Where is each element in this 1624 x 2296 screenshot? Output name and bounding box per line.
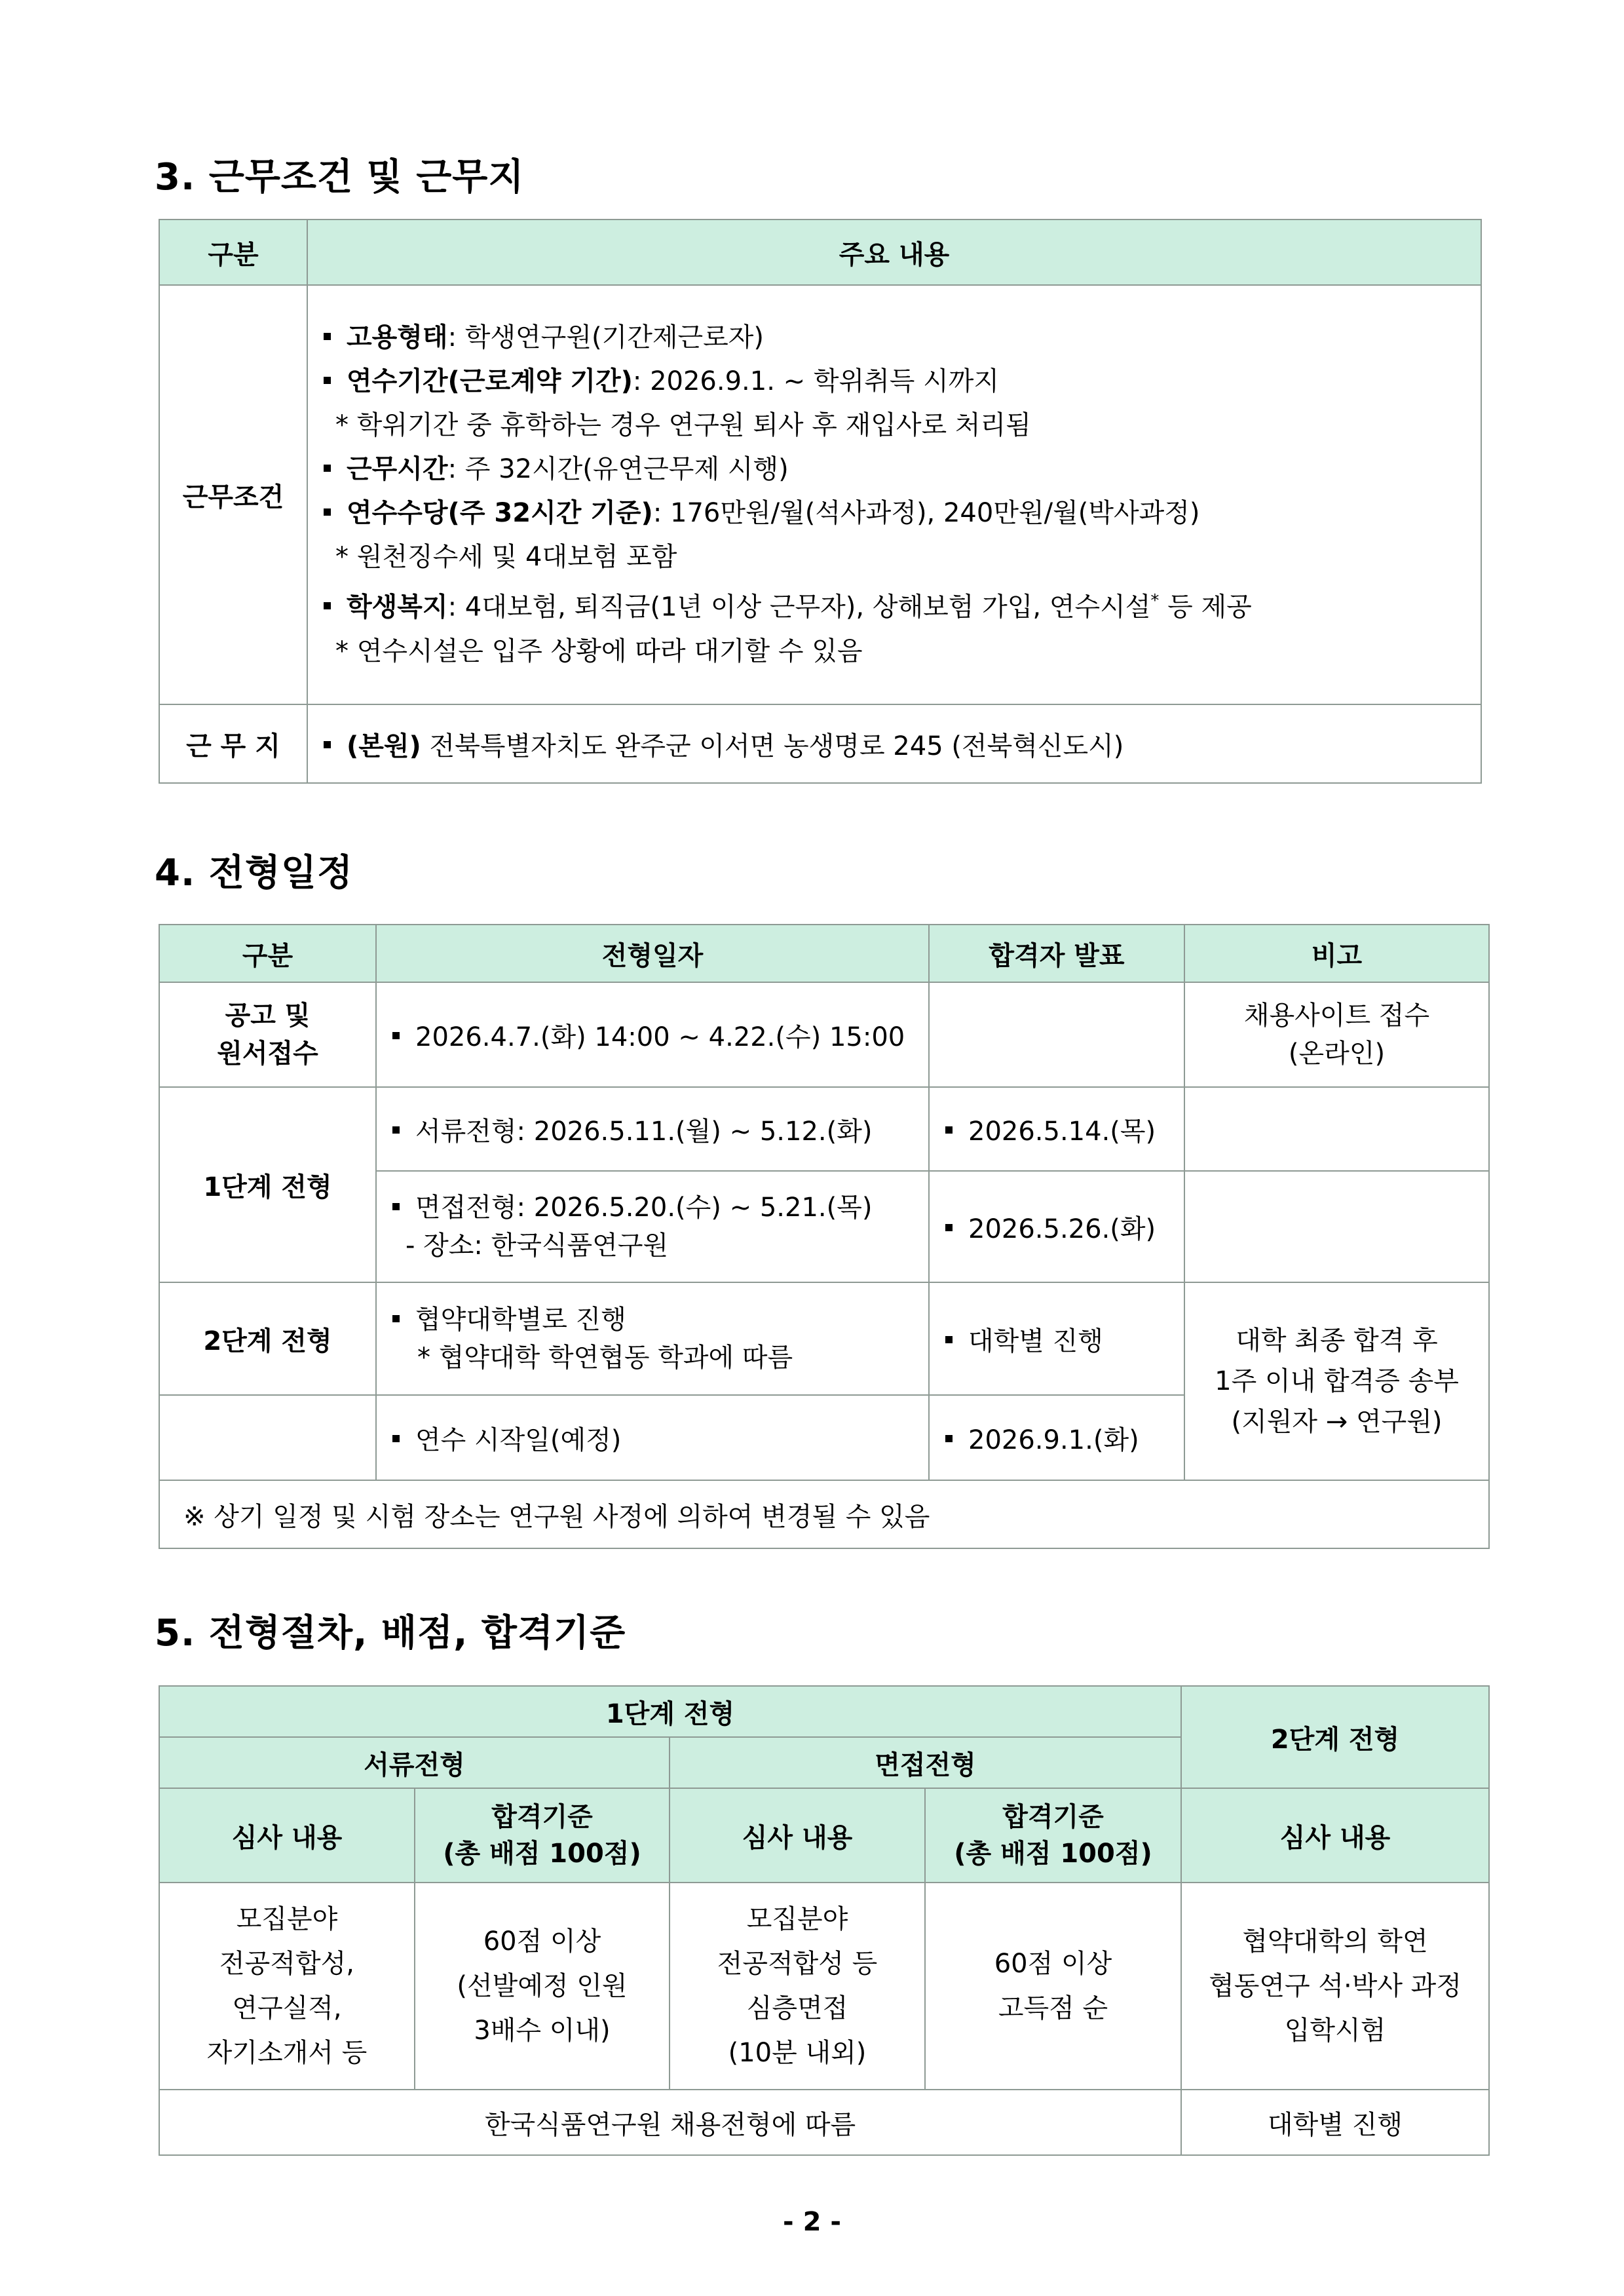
header-content: 주요 내용	[307, 220, 1481, 285]
header-date: 전형일자	[376, 925, 929, 982]
application-label: 공고 및 원서접수	[159, 982, 376, 1087]
stage1-header: 1단계 전형	[159, 1686, 1181, 1737]
application-date: 2026.4.7.(화) 14:00 ~ 4.22.(수) 15:00	[376, 982, 929, 1087]
stage1-label: 1단계 전형	[159, 1087, 376, 1282]
interview-date: 면접전형: 2026.5.20.(수) ~ 5.21.(목) - 장소: 한국식품연구원	[376, 1171, 929, 1282]
section-5-title: 5. 전형절차, 배점, 합격기준	[155, 1612, 626, 1655]
bullet-icon	[392, 1315, 400, 1322]
schedule-table	[159, 924, 1490, 1549]
stage2-content: 협약대학의 학연 협동연구 석·박사 과정 입학시험	[1181, 1883, 1489, 2090]
bullet-icon	[324, 741, 331, 748]
work-conditions-label: 근무조건	[159, 285, 307, 704]
bullet-icon	[392, 1126, 400, 1134]
start-announcement: 2026.9.1.(화)	[929, 1395, 1184, 1480]
bullet-icon	[324, 465, 331, 472]
tax-note: * 원천징수세 및 4대보험 포함	[335, 542, 677, 573]
interview-remarks	[1184, 1171, 1489, 1282]
document-screening-header: 서류전형	[159, 1737, 670, 1788]
bullet-icon	[324, 602, 331, 609]
stage2-remarks: 대학 최종 합격 후 1주 이내 합격증 송부 (지원자 → 연구원)	[1184, 1282, 1489, 1480]
page-number: - 2 -	[783, 2207, 841, 2237]
allowance-item: 연수수당(주 32시간 기준): 176만원/월(석사과정), 240만원/월(박사과정)	[324, 491, 1481, 535]
stage2-header: 2단계 전형	[1181, 1686, 1489, 1788]
interview-content-header: 심사 내용	[670, 1788, 925, 1883]
document-announcement: 2026.5.14.(목)	[929, 1087, 1184, 1171]
workplace-label: 근 무 지	[159, 704, 307, 783]
interview-announcement: 2026.5.26.(화)	[929, 1171, 1184, 1282]
application-remarks: 채용사이트 접수 (온라인)	[1184, 982, 1489, 1087]
stage2-label: 2단계 전형	[159, 1282, 376, 1395]
work-conditions-table	[159, 219, 1482, 784]
interview-criteria-header: 합격기준 (총 배점 100점)	[925, 1788, 1181, 1883]
start-date: 연수 시작일(예정)	[376, 1395, 929, 1480]
training-period-item: 연수기간(근로계약 기간): 2026.9.1. ~ 학위취득 시까지	[324, 360, 1481, 404]
document-content: 모집분야 전공적합성, 연구실적, 자기소개서 등	[159, 1883, 415, 2090]
leave-note: * 학위기간 중 휴학하는 경우 연구원 퇴사 후 재입사로 처리됨	[335, 410, 1031, 441]
document-screening-date: 서류전형: 2026.5.11.(월) ~ 5.12.(화)	[376, 1087, 929, 1171]
bullet-icon	[945, 1224, 953, 1231]
stage2-content-header: 심사 내용	[1181, 1788, 1489, 1883]
welfare-item: 학생복지: 4대보험, 퇴직금(1년 이상 근무자), 상해보험 가입, 연수시설* 등 제공	[324, 579, 1481, 629]
bullet-icon	[945, 1435, 953, 1442]
facility-note: * 연수시설은 입주 상황에 따라 대기할 수 있음	[335, 636, 863, 666]
header-announcement: 합격자 발표	[929, 925, 1184, 982]
screening-criteria-table	[159, 1685, 1490, 2156]
section-4-title: 4. 전형일정	[155, 852, 354, 894]
start-label	[159, 1395, 376, 1480]
stage2-date: 협약대학별로 진행 * 협약대학 학연협동 학과에 따름	[376, 1282, 929, 1395]
header-division: 구분	[159, 925, 376, 982]
stage2-announcement: 대학별 진행	[929, 1282, 1184, 1395]
section-3-title: 3. 근무조건 및 근무지	[155, 156, 525, 199]
workplace-content: (본원) 전북특별자치도 완주군 이서면 농생명로 245 (전북혁신도시)	[307, 704, 1481, 783]
work-conditions-content	[307, 285, 1481, 704]
bullet-icon	[324, 333, 331, 340]
document-criteria-header: 합격기준 (총 배점 100점)	[415, 1788, 670, 1883]
document-remarks	[1184, 1087, 1489, 1171]
header-remarks: 비고	[1184, 925, 1489, 982]
interview-criteria: 60점 이상 고득점 순	[925, 1883, 1181, 2090]
schedule-footnote: ※ 상기 일정 및 시험 장소는 연구원 사정에 의하여 변경될 수 있음	[159, 1480, 1489, 1548]
interview-content: 모집분야 전공적합성 등 심층면접 (10분 내외)	[670, 1883, 925, 2090]
stage2-footer: 대학별 진행	[1181, 2090, 1489, 2155]
work-hours-item: 근무시간: 주 32시간(유연근무제 시행)	[324, 448, 1481, 491]
employment-type-item: 고용형태: 학생연구원(기간제근로자)	[324, 316, 1481, 360]
bullet-icon	[945, 1126, 953, 1134]
document-content-header: 심사 내용	[159, 1788, 415, 1883]
interview-screening-header: 면접전형	[670, 1737, 1181, 1788]
bullet-icon	[324, 377, 331, 384]
header-division: 구분	[159, 220, 307, 285]
application-announcement	[929, 982, 1184, 1087]
stage1-footer: 한국식품연구원 채용전형에 따름	[159, 2090, 1181, 2155]
bullet-icon	[945, 1336, 953, 1343]
bullet-icon	[324, 508, 331, 516]
bullet-icon	[392, 1203, 400, 1210]
bullet-icon	[392, 1435, 400, 1442]
document-criteria: 60점 이상 (선발예정 인원 3배수 이내)	[415, 1883, 670, 2090]
bullet-icon	[392, 1032, 400, 1039]
